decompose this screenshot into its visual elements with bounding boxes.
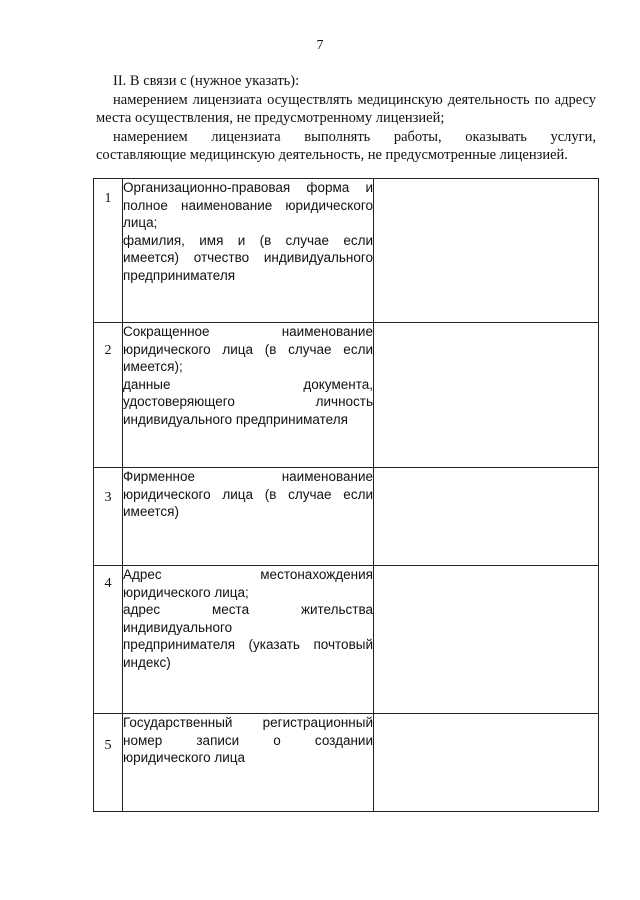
row-value-cell[interactable] (374, 323, 599, 468)
row-number-cell (94, 323, 123, 468)
label-line: предпринимателя (указать почтовый (123, 637, 373, 652)
row-number: 4 (104, 576, 112, 591)
label-line: Адрес местонахождения (123, 567, 373, 582)
row-value-cell[interactable] (374, 566, 599, 714)
row-label (123, 714, 373, 767)
label-line: данные документа, (123, 376, 373, 392)
option-1-text: намерением лицензиата осуществлять медицинскую деятельность по адресу места осуществления, не предусмотренному лицензией; (96, 91, 596, 126)
label-line: лица; (123, 215, 158, 230)
label-line: индивидуального предпринимателя (123, 411, 348, 427)
row-label-cell (123, 468, 374, 566)
label-line: юридического лица (123, 750, 245, 765)
label-line: Организационно-правовая форма и (123, 180, 373, 195)
label-line: предпринимателя (123, 267, 236, 283)
label-line: фамилия, имя и (в случае если (123, 232, 373, 248)
row-label-cell (123, 179, 374, 323)
label-line: имеется); (123, 359, 183, 374)
row-value-cell[interactable] (374, 468, 599, 566)
label-line: Фирменное наименование (123, 469, 373, 484)
section-heading: II. В связи с (нужное указать): (113, 73, 300, 89)
row-number-cell (94, 179, 123, 323)
row-number-cell (94, 566, 123, 714)
row-label (123, 179, 373, 284)
table-row (94, 179, 599, 323)
label-line: удостоверяющего личность (123, 394, 373, 409)
label-line: имеется) отчество индивидуального (123, 250, 373, 265)
label-line: Государственный регистрационный (123, 715, 373, 730)
label-line: Сокращенное наименование (123, 324, 373, 339)
table-row (94, 566, 599, 714)
row-value-cell[interactable] (374, 179, 599, 323)
row-number: 3 (104, 490, 112, 505)
section-intro (96, 72, 596, 165)
row-number: 5 (104, 738, 112, 753)
label-line: полное наименование юридического (123, 197, 373, 213)
label-line: юридического лица; (123, 584, 249, 600)
row-label-cell (123, 714, 374, 812)
table-row (94, 468, 599, 566)
row-label (123, 323, 373, 428)
option-2-text-line-2: составляющие медицинскую деятельность, не предусмотренные лицензией. (96, 147, 568, 163)
row-label (123, 468, 373, 521)
page-number: 7 (316, 38, 324, 53)
label-line: индекс) (123, 654, 171, 670)
row-number: 1 (104, 191, 112, 206)
label-line: индивидуального (123, 619, 233, 635)
label-line: юридического лица (в случае если (123, 486, 373, 502)
row-number-cell (94, 468, 123, 566)
row-label (123, 566, 373, 671)
row-value-cell[interactable] (374, 714, 599, 812)
row-number: 2 (104, 343, 112, 358)
label-line: номер записи о создании (123, 732, 373, 748)
label-line: юридического лица (в случае если (123, 341, 373, 357)
license-form-table (93, 178, 599, 812)
table-row (94, 714, 599, 812)
option-2-text-line-1: намерением лицензиата выполнять работы, оказывать услуги, (113, 128, 596, 145)
row-label-cell (123, 566, 374, 714)
row-label-cell (123, 323, 374, 468)
label-line: имеется) (123, 504, 179, 519)
table-row (94, 323, 599, 468)
row-number-cell (94, 714, 123, 812)
label-line: адрес места жительства (123, 602, 373, 617)
